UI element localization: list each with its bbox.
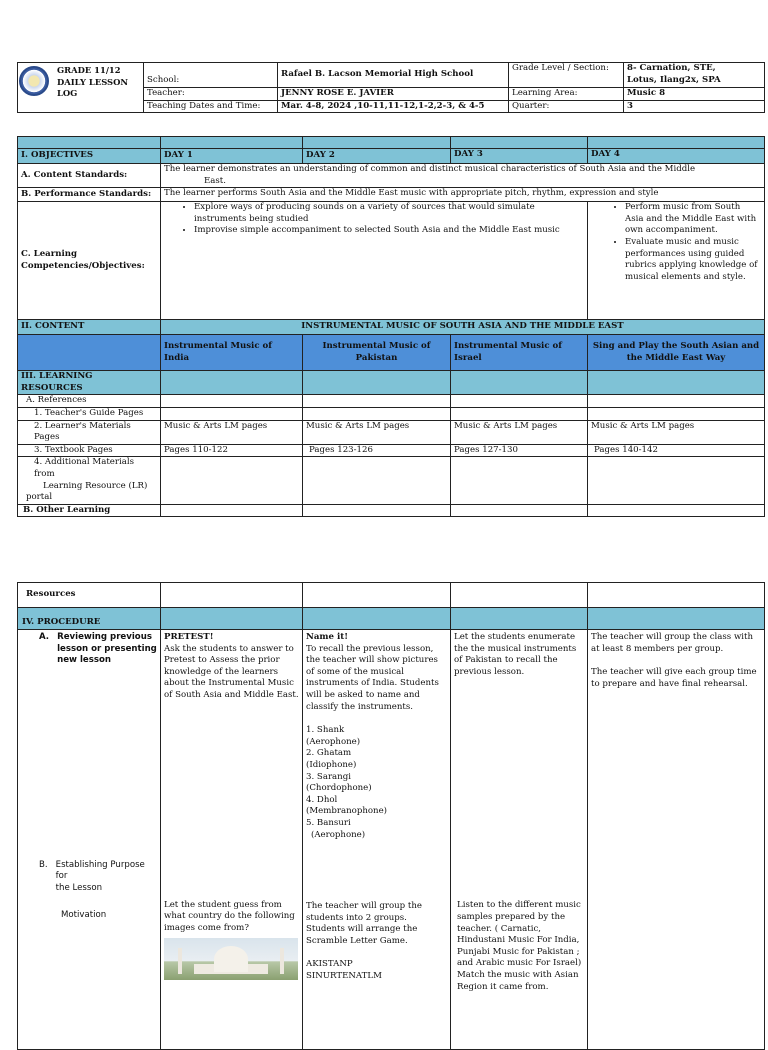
performance-standards-text: The learner performs South Asia and the Middle East music with appropriate pitch, rhythm, expression and style	[161, 188, 765, 202]
grade-level-line-1: 8- Carnation, STE,	[627, 63, 716, 73]
motivation-day1-text: Let the student guess from what country do the following images come from?	[164, 899, 295, 933]
step-b-label-2: the Lesson	[55, 882, 103, 893]
school-value: Rafael B. Lacson Memorial High School	[278, 63, 509, 88]
enumerate-text: Let the students enumerate the the musical instruments of Pakistan to recall the previous lesson.	[454, 632, 577, 677]
lm-day1: Music & Arts LM pages	[161, 420, 303, 444]
grade-label: GRADE 11/12	[57, 65, 121, 75]
dll-label-2: LOG	[57, 88, 78, 98]
tb-day2: Pages 123-126	[303, 444, 451, 457]
area-label: Learning Area:	[509, 88, 624, 101]
teachers-guide-label: 1. Teacher's Guide Pages	[18, 407, 161, 420]
day4-competency-bullet-1: • Perform music from South Asia and the Middle East with own accompaniment.	[625, 202, 761, 237]
header-title-cell	[18, 63, 144, 113]
grade-level-value	[624, 63, 765, 88]
dll-label-1: DAILY LESSON	[57, 76, 129, 87]
procedure-heading: IV. PROCEDURE	[18, 608, 161, 630]
instrument-item: (Membranophone)	[306, 806, 388, 817]
instrument-item: 2. Ghatam	[306, 748, 352, 759]
teacher-value: JENNY ROSE E. JAVIER	[278, 88, 509, 101]
instrument-item: (Idiophone)	[306, 759, 357, 770]
day4-competencies	[588, 202, 765, 320]
instrument-list	[306, 725, 447, 841]
tb-day3: Pages 127-130	[451, 444, 588, 457]
instrument-item: (Aerophone)	[311, 829, 366, 840]
procedure-day3	[451, 630, 588, 1050]
competencies-label-line-1: C. Learning	[21, 249, 78, 260]
header-table	[17, 62, 765, 113]
day1-header: DAY 1	[161, 149, 303, 164]
scramble-word-1: AKISTANP	[306, 959, 353, 970]
procedure-day2	[303, 630, 451, 1050]
instrument-item: 5. Bansuri	[306, 817, 351, 828]
content-day2: Instrumental Music of Pakistan	[303, 335, 451, 371]
instrument-item: (Chordophone)	[306, 783, 372, 794]
taj-mahal-image	[164, 938, 298, 980]
instrument-item: 4. Dhol	[306, 794, 338, 805]
area-value: Music 8	[624, 88, 765, 101]
tb-day1: Pages 110-122	[161, 444, 303, 457]
school-logo-icon	[19, 66, 49, 96]
tb-day4: Pages 140-142	[588, 444, 765, 457]
step-a-letter: A.	[39, 632, 50, 642]
additional-line-3: portal	[26, 492, 53, 503]
school-label: School:	[144, 63, 278, 88]
grouping-text: The teacher will group the class with at least 8 members per group.	[591, 632, 754, 654]
step-b-label-1: Establishing Purpose for	[55, 859, 145, 882]
scramble-word-2: SINURTENATLM	[306, 971, 382, 982]
objectives-heading: I. OBJECTIVES	[18, 149, 161, 164]
motivation-label: Motivation	[61, 909, 107, 920]
name-it-text: To recall the previous lesson, the teacher will show pictures of some of the musical instruments of India. Students will be asked to name and classify the instruments.	[306, 643, 439, 712]
content-standards-line-1: The learner demonstrates an understanding of common and distinct musical characteristics of South Asia and the Middle	[164, 164, 696, 174]
rehearsal-text: The teacher will give each group time to prepare and have final rehearsal.	[591, 667, 757, 689]
procedure-steps	[18, 630, 161, 1050]
dates-value: Mar. 4-8, 2024 ,10-11,11-12,1-2,2-3, & 4-5	[278, 100, 509, 113]
day4-header: DAY 4	[588, 149, 765, 164]
content-day4: Sing and Play the South Asian and the Middle East Way	[588, 335, 765, 371]
name-it-title: Name it!	[306, 632, 348, 642]
resources-heading: III. LEARNING RESOURCES	[18, 371, 161, 395]
procedure-day1	[161, 630, 303, 1050]
lm-day4: Music & Arts LM pages	[588, 420, 765, 444]
additional-materials-label	[18, 457, 161, 504]
performance-standards-label: B. Performance Standards:	[18, 188, 161, 202]
day2-header: DAY 2	[303, 149, 451, 164]
motivation-day2-text: The teacher will group the students into 2 groups. Students will arrange the Scramble Letter Game.	[306, 901, 422, 946]
procedure-day4	[588, 630, 765, 1050]
competencies-label-line-2: Competencies/Objectives:	[21, 260, 145, 271]
procedure-table	[17, 582, 765, 1050]
instrument-item: 1. Shank	[306, 725, 345, 736]
competencies-text	[161, 202, 588, 320]
content-standards-text	[161, 164, 765, 188]
textbook-label: 3. Textbook Pages	[18, 444, 161, 457]
learners-materials-label: 2. Learner's Materials Pages	[18, 420, 161, 444]
quarter-value: 3	[624, 100, 765, 113]
instrument-item: 3. Sarangi	[306, 771, 351, 782]
step-a-label: Reviewing previous lesson or presenting new lesson	[57, 632, 157, 666]
motivation-day3-text: Listen to the different music samples prepared by the teacher. ( Carnatic, Hindustani Music For India, Punjabi Music for Pakistan ; and Arabic music For Israel) Match the music with Asian Region it came from.	[457, 900, 582, 992]
quarter-label: Quarter:	[509, 100, 624, 113]
additional-line-2: Learning Resource (LR)	[43, 480, 148, 491]
lm-day2: Music & Arts LM pages	[303, 420, 451, 444]
resources-label: Resources	[18, 583, 161, 608]
references-label: A. References	[18, 395, 161, 408]
dates-label: Teaching Dates and Time:	[144, 100, 278, 113]
content-day3: Instrumental Music of Israel	[451, 335, 588, 371]
content-title: INSTRUMENTAL MUSIC OF SOUTH ASIA AND THE MIDDLE EAST	[161, 320, 765, 335]
instrument-item: (Aerophone)	[306, 736, 361, 747]
pretest-title: PRETEST!	[164, 632, 214, 642]
competency-bullet-1: • Explore ways of producing sounds on a variety of sources that would simulate instruments being studied	[194, 202, 584, 225]
content-day1: Instrumental Music of India	[161, 335, 303, 371]
day4-competency-bullet-2: • Evaluate music and music performances using guided rubrics applying knowledge of musical elements and style.	[625, 237, 761, 283]
content-standards-label: A. Content Standards:	[18, 164, 161, 188]
additional-line-1: 4. Additional Materials from	[34, 457, 135, 479]
grade-level-label: Grade Level / Section:	[509, 63, 624, 88]
lm-day3: Music & Arts LM pages	[451, 420, 588, 444]
competencies-label	[18, 202, 161, 320]
day3-header: DAY 3	[451, 149, 588, 164]
pretest-text: Ask the students to answer to Pretest to Assess the prior knowledge of the learners about the Instrumental Music of South Asia and Middle East.	[164, 643, 299, 700]
grade-level-line-2: Lotus, Ilang2x, SPA	[627, 74, 721, 85]
step-b-letter: B.	[39, 859, 48, 870]
teacher-label: Teacher:	[144, 88, 278, 101]
competency-bullet-2: • Improvise simple accompaniment to selected South Asia and the Middle East music	[194, 225, 584, 237]
content-standards-line-2: East.	[204, 175, 226, 186]
content-heading: II. CONTENT	[18, 320, 161, 335]
other-learning-label: B. Other Learning	[18, 504, 161, 517]
objectives-table	[17, 136, 765, 517]
